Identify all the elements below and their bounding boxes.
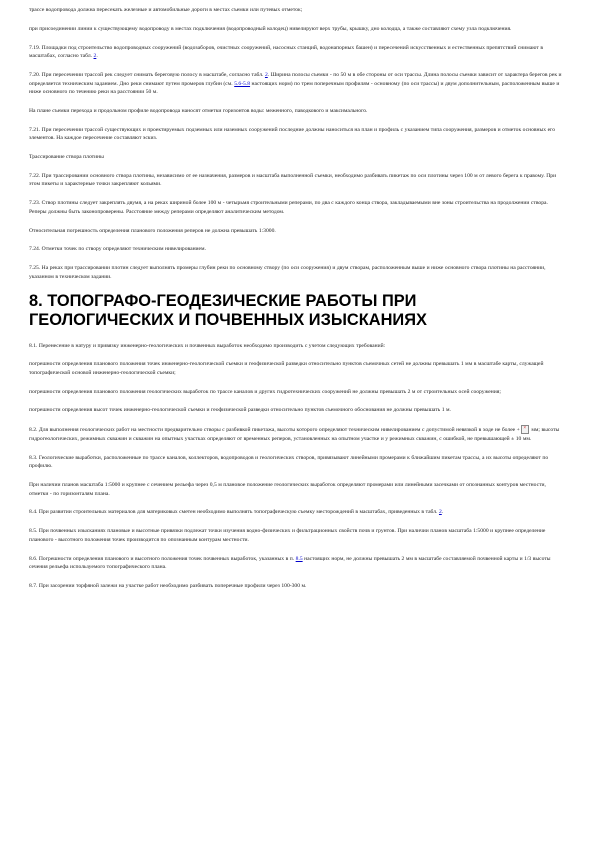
paragraph: Относительная погрешность определения планового положения реперов не должна превышать 1:3000. xyxy=(29,227,276,234)
paragraph: погрешности определения планового положения геологических выработок по трассе каналов и других гидротехнических сооружений не должны превышать 2 м от строительных осей сооружения; xyxy=(29,388,501,395)
paragraph: 7.24. Отметки точек по створу определяют техническим нивелированием. xyxy=(29,246,206,253)
paragraph xyxy=(29,508,565,517)
table-link[interactable]: 2 xyxy=(438,509,442,516)
paragraph-text: 8.6. Погрешности определения планового и высотного положения точек почвенных выработок, указанных в п. xyxy=(29,555,296,562)
paragraph-text: настоящих норм, не должны превышать 2 мм в масштабе составляемой почвенной карты и 1/3 высоты сечения рельефа используемого топографического плана. xyxy=(29,555,551,571)
paragraph: 7.22. При трассировании основного створа плотины, независимо от ее назначения, размеров и масштаба выполненной съемки, необходимо разбивать пикетаж по оси плотины через 100 м от левого берега к правому. При этом пикеты и характерные точки закрепляют кольями. xyxy=(29,172,557,188)
paragraph: 8.7. При засорении торфяной залежи на участке работ необходимо разбивать поперечные профили через 100-300 м. xyxy=(29,582,307,589)
paragraph: 7.23. Створ плотины следует закреплять двумя, а на реках шириной более 100 м - четырьмя строительными реперами, по два с каждого конца створа, закладываемыми вне зоны строительства на продолжении створа. Реперы должны быть законопроверены. Расстояние между реперами определяют аналитическим методом. xyxy=(29,200,548,215)
paragraph xyxy=(29,555,565,572)
paragraph-text: настоящих норм) по трем поперечным профилям - основному (по оси трассы) и двум дополнительным, расположенным выше и ниже основного по течению реки на расстоянии 50 м. xyxy=(29,80,560,96)
paragraph-text: . xyxy=(96,53,98,60)
paragraph: при присоединении линии к существующему водопроводу в местах подключения (водопроводный колодец) нивелируют верх трубы, крышку, дно колодца, а также составляют схему узла подключения. xyxy=(29,25,512,32)
paragraph xyxy=(29,425,565,443)
paragraph xyxy=(29,71,565,97)
paragraph: 7.25. На реках при трассировании плотин следует выполнять промеры глубин реки по основному створу (по оси сооружения) и двум створам, расположенным выше и ниже основного створа плотины на расстоянии, указанном в техническом задании. xyxy=(29,265,546,280)
section-heading: 8. ТОПОГРАФО-ГЕОДЕЗИЧЕСКИЕ РАБОТЫ ПРИ ГЕОЛОГИЧЕСКИХ И ПОЧВЕННЫХ ИЗЫСКАНИЯХ xyxy=(29,291,427,329)
paragraph: 8.3. Геологические выработки, расположенные по трассе каналов, коллекторов, водопроводов и геологических створов, привязывают линейными промерами к ближайшим пикетам трассы, а их высоты определяют по профилю. xyxy=(29,454,549,470)
paragraph xyxy=(29,44,565,61)
paragraph: 7.21. При пересечении трассой существующих и проектируемых подземных или наземных сооружений последние должны наноситься на план и профиль с указанием типа сооружения, размеров и отметок основных его элементов. На каждое пересечение составляют эскиз. xyxy=(29,126,556,142)
paragraph: На плане съемки перехода и продольном профиле водопровода наносят отметки горизонтов воды: меженного, паводкового и максимального. xyxy=(29,107,368,114)
clause-link[interactable]: 8.5 xyxy=(295,555,303,562)
paragraph-text: . Ширина полосы съемки - по 50 м в обе стороны от оси трассы. Длина полосы съемки зависит от характера берегов рек и определяется техническим заданием. Дно реки снимают путем промеров глубин (см. xyxy=(29,71,562,87)
paragraph: трассе водопровода должна пересекать железные и автомобильные дороги в местах съемки или путевых отметок; xyxy=(29,7,303,13)
paragraph-text: . xyxy=(441,509,444,516)
table-link[interactable]: 2 xyxy=(93,53,97,60)
broken-image-icon: × xyxy=(521,425,529,434)
paragraph-text: 7.19. Площадки под строительство водопроводных сооружений (водозаборов, очистных сооружений, насосных станций, водонапорных башен) и пересечений искусственных и естественных препятствий снимают в масштабах, согласно табл. xyxy=(29,44,543,60)
paragraph: погрешности определения планового положения точек инженерно-геологической съемки и геофизической разведки относительно пунктов съемочных сетей не должны превышать 1 мм в масштабе карты, служащей топографической основой инженерно-геологической съемки; xyxy=(29,361,544,376)
paragraph-text: 8.4. При развитии строительных материалов для материковых сметен необходимо выполнять топографическую съемку месторождений в масштабах, приведенных в табл. xyxy=(29,509,439,516)
subheading: Трассирование створа плотины xyxy=(29,154,104,161)
paragraph: 8.1. Перенесение в натуру и привязку инженерно-геологических и почвенных выработок необходимо производить с учетом следующих требований: xyxy=(29,342,386,349)
clause-link[interactable]: 5.6-5.8 xyxy=(234,80,251,87)
paragraph: При наличии планов масштаба 1:5000 и крупнее с сечением рельефа через 0,5 м плановое положение геологических выработок определяют промерами или линейными засечками от опознанных контуров местности, отметки - по горизонталям плана. xyxy=(29,482,546,497)
table-link[interactable]: 2 xyxy=(264,71,268,78)
paragraph: 8.5. При почвенных изысканиях плановые и высотные привязки подлежат точки изучения водно-физических и фильтрационных свойств почв и грунтов. При наличии планов масштаба 1:5000 и крупнее определение планового - высотного положения точек производится по опознанным контурам местности. xyxy=(29,528,546,543)
paragraph-text: мм; высоты гидрогеологических, режимных скважин и скважин на опытных участках определяют от временных реперов, установленных на опытном участке и у режимных скважин, с ошибкой, не превышающей ± 10 мм. xyxy=(29,427,560,442)
paragraph-text: 8.2. Для выполнения геологических работ на местности предварительно створы с разбивкой пикетажа, высоты которого определяют техническим нивелированием с допустимой невязкой в ходе не более + xyxy=(29,427,520,434)
paragraph: погрешности определения высот точек инженерно-геологической съемки и геофизической разведки относительно пунктов съемочного обоснования не должны превышать 1 м. xyxy=(29,407,451,414)
document-page xyxy=(29,6,565,597)
paragraph-text: 7.20. При пересечении трассой рек следует снимать береговую полосу в масштабе, согласно табл. xyxy=(29,71,265,78)
